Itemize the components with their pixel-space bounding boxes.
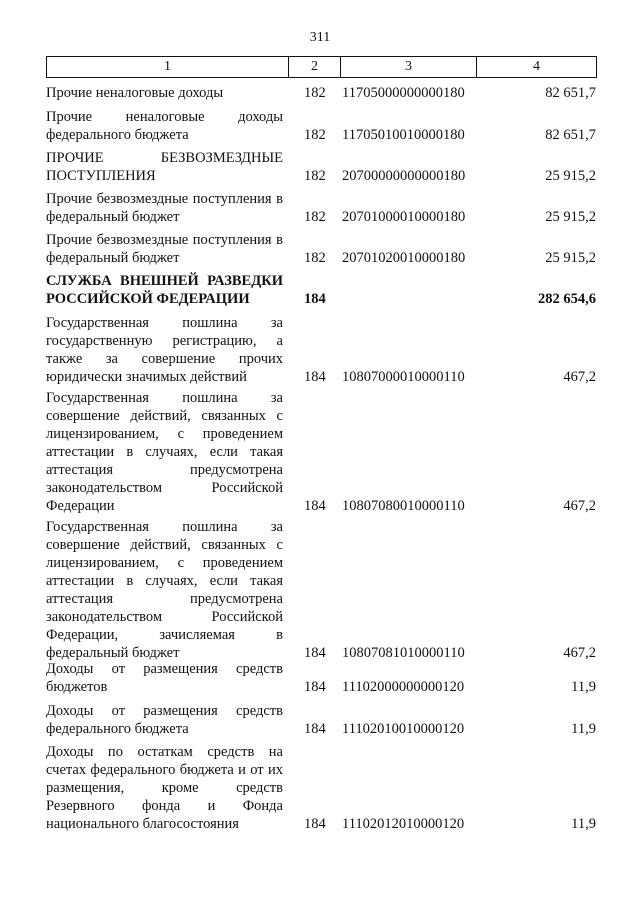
table-row	[46, 314, 596, 386]
table-row	[46, 389, 596, 515]
table-row	[46, 190, 596, 228]
header-col-4: 4	[476, 56, 597, 78]
row-name: Прочие неналоговые доходы	[46, 85, 224, 101]
row-amount: 11,9	[571, 721, 596, 737]
row-admin-code: 182	[304, 85, 326, 101]
row-admin-code: 182	[304, 209, 326, 225]
row-budget-code: 11102010010000120	[342, 721, 465, 737]
table-row	[46, 84, 596, 104]
row-budget-code: 10807080010000110	[342, 498, 465, 514]
row-budget-code: 11705000000000180	[342, 85, 465, 101]
row-name: СЛУЖБА ВНЕШНЕЙ РАЗВЕДКИ РОССИЙСКОЙ ФЕДЕРАЦИИ	[46, 273, 283, 307]
row-admin-code: 182	[304, 127, 326, 143]
row-amount: 467,2	[563, 369, 596, 385]
row-admin-code: 184	[304, 721, 326, 737]
row-admin-code: 184	[304, 816, 326, 832]
row-budget-code: 20701000010000180	[342, 209, 466, 225]
row-name: ПРОЧИЕ БЕЗВОЗМЕЗДНЫЕ ПОСТУПЛЕНИЯ	[46, 150, 283, 184]
table-row	[46, 743, 596, 833]
row-amount: 11,9	[571, 679, 596, 695]
row-amount: 25 915,2	[545, 250, 596, 266]
row-name: Доходы по остаткам средств на счетах федерального бюджета и от их размещения, кроме средств Резервного фонда и Фонда национального благосостояния	[46, 744, 283, 832]
row-name: Государственная пошлина за совершение действий, связанных с лицензированием, с проведением аттестации в случаях, если такая аттестация предусмотрена законодательством Российской Федерации, зачисляемая в федеральный бюджет	[46, 519, 283, 661]
row-name: Доходы от размещения средств бюджетов	[46, 661, 283, 695]
row-budget-code: 20700000000000180	[342, 168, 466, 184]
row-name: Доходы от размещения средств федерального бюджета	[46, 703, 283, 737]
page-number: 311	[309, 30, 331, 45]
row-name: Государственная пошлина за совершение действий, связанных с лицензированием, с проведением аттестации в случаях, если такая аттестация предусмотрена законодательством Российской Федерации	[46, 390, 283, 514]
table-row	[46, 108, 596, 146]
row-budget-code: 20701020010000180	[342, 250, 466, 266]
row-amount: 25 915,2	[545, 168, 596, 184]
row-amount: 467,2	[563, 645, 596, 661]
row-admin-code: 184	[304, 645, 326, 661]
table-row-section-heading	[46, 272, 596, 310]
row-budget-code: 10807000010000110	[342, 369, 465, 385]
row-admin-code: 184	[304, 369, 326, 385]
row-budget-code: 11102012010000120	[342, 816, 465, 832]
table-row	[46, 149, 596, 187]
row-name: Прочие безвозмездные поступления в федеральный бюджет	[46, 191, 283, 225]
row-admin-code: 184	[304, 498, 326, 514]
row-budget-code: 11705010010000180	[342, 127, 465, 143]
row-amount: 25 915,2	[545, 209, 596, 225]
row-budget-code: 10807081010000110	[342, 645, 465, 661]
table-row	[46, 518, 596, 680]
row-amount: 82 651,7	[545, 85, 596, 101]
header-col-1: 1	[46, 56, 289, 78]
row-amount: 82 651,7	[545, 127, 596, 143]
row-name: Государственная пошлина за государственную регистрацию, а также за совершение прочих юридически значимых действий	[46, 315, 283, 385]
header-col-3: 3	[340, 56, 477, 78]
row-amount: 282 654,6	[538, 291, 596, 307]
row-amount: 11,9	[571, 816, 596, 832]
row-name: Прочие безвозмездные поступления в федеральный бюджет	[46, 232, 283, 266]
row-admin-code: 184	[304, 679, 326, 695]
row-budget-code: 11102000000000120	[342, 679, 465, 695]
table-row	[46, 702, 596, 740]
header-col-2: 2	[288, 56, 341, 78]
row-admin-code: 182	[304, 168, 326, 184]
row-admin-code: 184	[304, 291, 326, 307]
table-row	[46, 660, 596, 698]
row-amount: 467,2	[563, 498, 596, 514]
table-row	[46, 231, 596, 269]
row-admin-code: 182	[304, 250, 326, 266]
row-name: Прочие неналоговые доходы федерального бюджета	[46, 109, 283, 143]
